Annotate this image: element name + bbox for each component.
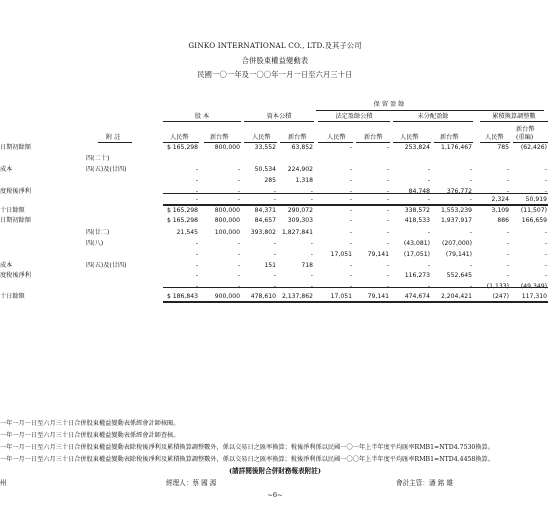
table-cell: 393,802 xyxy=(250,229,276,236)
row-note-ref: 四(二十) xyxy=(86,155,110,162)
manager-signature: 經理人：蔡 國 源 xyxy=(166,479,217,487)
table-cell: (247) xyxy=(492,293,509,300)
table-cell: 418,533 xyxy=(404,217,430,224)
table-cell: - xyxy=(349,217,352,224)
table-cell: - xyxy=(195,251,198,258)
lr-rmb-header: 人民幣 xyxy=(327,134,346,141)
table-cell: - xyxy=(237,283,240,290)
note-header-rule xyxy=(98,142,132,143)
table-cell: (17,051) xyxy=(403,251,430,258)
total-double-rule-2012 xyxy=(163,301,548,303)
table-cell: - xyxy=(195,240,198,247)
table-cell: - xyxy=(195,272,198,279)
table-cell: - xyxy=(544,177,547,184)
table-cell: 17,051 xyxy=(330,293,352,300)
table-cell: 79,141 xyxy=(367,293,389,300)
subtotal-rule-2012 xyxy=(163,287,548,288)
subtotal-rule-2011 xyxy=(163,193,548,194)
table-cell: 2,137,862 xyxy=(281,293,313,300)
table-cell: 166,659 xyxy=(521,217,547,224)
cta-header: 累積換算調整數 xyxy=(492,113,536,120)
table-cell: 886 xyxy=(497,217,509,224)
table-cell: (62,426) xyxy=(520,144,547,151)
table-cell: 253,824 xyxy=(404,144,430,151)
table-cell: - xyxy=(349,144,352,151)
table-cell: 79,141 xyxy=(367,251,389,258)
row-label: 度稅後淨利 xyxy=(0,188,31,195)
table-cell: - xyxy=(349,240,352,247)
sc-ntd-header: 新台幣 xyxy=(210,134,229,141)
row-label: 度稅後淨利 xyxy=(0,272,31,279)
table-cell: - xyxy=(273,188,276,195)
table-cell: - xyxy=(506,262,509,269)
note-3: 一年一月一日至六月三十日合併股東權益變動表除稅後淨利及累積換算調整數外，係以交易日之匯率換算；稅後淨利係以民國一〇一年上半年度平均匯率RMB1=NTD4.7530換算。 xyxy=(0,444,494,451)
table-cell: - xyxy=(544,262,547,269)
table-cell: - xyxy=(273,283,276,290)
cta-rmb-header: 人民幣 xyxy=(485,134,504,141)
table-cell: - xyxy=(237,262,240,269)
table-cell: - xyxy=(544,240,547,247)
table-cell: - xyxy=(195,166,198,173)
accountant-signature: 會計主管：潘 銘 雄 xyxy=(396,479,453,487)
retained-earnings-group-header: 保 留 盈 餘 xyxy=(373,101,405,108)
table-cell: - xyxy=(273,251,276,258)
rule xyxy=(318,142,353,143)
cta-ntd-restated-header: (重編) xyxy=(516,134,534,141)
table-cell: - xyxy=(386,144,389,151)
table-cell: - xyxy=(469,177,472,184)
capital-reserve-header: 資本公積 xyxy=(266,113,292,120)
table-cell: - xyxy=(349,166,352,173)
table-cell: - xyxy=(273,240,276,247)
rule xyxy=(356,142,390,143)
table-cell: - xyxy=(506,229,509,236)
row-label: 十日餘額 xyxy=(0,293,25,300)
page-number: ~6~ xyxy=(267,491,283,499)
table-cell: - xyxy=(310,251,313,258)
note-1: 一年一月一日至六月三十日合併股東權益變動表係經會計師核閱。 xyxy=(0,420,180,427)
rule xyxy=(280,142,314,143)
ud-rmb-header: 人民幣 xyxy=(400,134,419,141)
table-cell: (79,141) xyxy=(445,251,472,258)
table-cell: $ 165,298 xyxy=(166,144,198,151)
table-cell: (43,081) xyxy=(403,240,430,247)
see-notes: (請詳閱後附合併財務報表附註) xyxy=(229,467,321,475)
table-cell: - xyxy=(386,207,389,214)
table-cell: 552,645 xyxy=(446,272,472,279)
footer-left-mark: 州 xyxy=(0,479,7,487)
table-cell: - xyxy=(349,229,352,236)
cta-rule xyxy=(480,121,548,122)
total-double-rule-2011 xyxy=(163,204,548,206)
table-cell: - xyxy=(544,166,547,173)
table-cell: - xyxy=(349,262,352,269)
table-cell: 3,109 xyxy=(491,207,509,214)
rule xyxy=(244,142,277,143)
share-capital-header: 股 本 xyxy=(194,113,210,120)
rule xyxy=(204,142,241,143)
table-cell: - xyxy=(237,188,240,195)
table-cell: - xyxy=(506,272,509,279)
undistributed-rule xyxy=(393,121,473,122)
table-cell: - xyxy=(386,177,389,184)
table-cell: $ 165,298 xyxy=(166,217,198,224)
table-cell: - xyxy=(427,262,430,269)
table-cell: (49,349) xyxy=(520,283,547,290)
table-cell: 1,176,467 xyxy=(440,144,472,151)
table-cell: - xyxy=(195,283,198,290)
table-cell: - xyxy=(427,166,430,173)
table-cell: 21,545 xyxy=(176,229,198,236)
table-cell: 1,553,239 xyxy=(440,207,472,214)
table-cell: 785 xyxy=(497,144,509,151)
table-cell: $ 165,298 xyxy=(166,207,198,214)
table-cell: - xyxy=(195,262,198,269)
sc-rmb-header: 人民幣 xyxy=(170,134,189,141)
table-cell: - xyxy=(273,196,276,203)
note-2: 一年一月一日至六月三十日合併股東權益變動表係經會計師查核。 xyxy=(0,432,180,439)
note-column-header: 附 註 xyxy=(106,134,121,141)
table-cell: - xyxy=(349,196,352,203)
table-cell: 1,827,841 xyxy=(281,229,313,236)
table-cell: 900,000 xyxy=(214,293,240,300)
table-cell: - xyxy=(273,272,276,279)
statement-title: 合併股東權益變動表 xyxy=(241,56,309,65)
table-cell: - xyxy=(469,196,472,203)
table-cell: - xyxy=(544,229,547,236)
ud-ntd-header: 新台幣 xyxy=(440,134,459,141)
table-cell: - xyxy=(237,166,240,173)
table-cell: - xyxy=(310,272,313,279)
table-cell: - xyxy=(506,188,509,195)
table-cell: - xyxy=(506,251,509,258)
table-cell: 478,610 xyxy=(250,293,276,300)
table-cell: 718 xyxy=(301,262,313,269)
rule xyxy=(480,142,510,143)
table-cell: 338,572 xyxy=(404,207,430,214)
table-cell: - xyxy=(237,272,240,279)
table-cell: 285 xyxy=(264,177,276,184)
cr-ntd-header: 新台幣 xyxy=(288,134,307,141)
table-cell: - xyxy=(386,272,389,279)
table-cell: - xyxy=(506,240,509,247)
capital-reserve-rule xyxy=(244,121,314,122)
table-cell: 224,902 xyxy=(287,166,313,173)
row-note-ref: 四(廿二) xyxy=(86,229,110,236)
table-cell: 309,303 xyxy=(287,217,313,224)
table-cell: 2,204,421 xyxy=(440,293,472,300)
legal-reserve-rule xyxy=(318,121,390,122)
rule xyxy=(393,142,431,143)
table-cell: - xyxy=(195,188,198,195)
table-cell: 84,657 xyxy=(254,217,276,224)
table-cell: - xyxy=(386,166,389,173)
row-note-ref: 四(八) xyxy=(86,240,104,247)
table-cell: - xyxy=(310,240,313,247)
table-cell: 800,000 xyxy=(214,207,240,214)
table-cell: - xyxy=(469,166,472,173)
row-note-ref: 四(五)及(廿四) xyxy=(86,262,127,269)
table-cell: 2,324 xyxy=(491,196,509,203)
table-cell: - xyxy=(195,196,198,203)
table-cell: 116,273 xyxy=(404,272,430,279)
table-cell: 84,371 xyxy=(254,207,276,214)
table-cell: 290,072 xyxy=(287,207,313,214)
table-cell: - xyxy=(544,188,547,195)
table-cell: - xyxy=(469,262,472,269)
cr-rmb-header: 人民幣 xyxy=(252,134,271,141)
table-cell: - xyxy=(237,196,240,203)
table-cell: - xyxy=(349,188,352,195)
table-cell: 474,674 xyxy=(404,293,430,300)
company-name: GINKO INTERNATIONAL CO., LTD.及其子公司 xyxy=(188,41,362,50)
table-cell: - xyxy=(386,262,389,269)
row-label: 成本 xyxy=(0,262,13,269)
table-cell: 50,534 xyxy=(254,166,276,173)
table-cell: - xyxy=(386,283,389,290)
table-cell: - xyxy=(469,229,472,236)
table-cell: 17,051 xyxy=(330,251,352,258)
table-cell: 376,772 xyxy=(446,188,472,195)
table-cell: - xyxy=(237,240,240,247)
table-cell: - xyxy=(544,272,547,279)
rule xyxy=(434,142,473,143)
table-cell: 1,937,917 xyxy=(440,217,472,224)
table-cell: - xyxy=(544,251,547,258)
table-cell: - xyxy=(506,177,509,184)
table-cell: - xyxy=(310,283,313,290)
table-cell: - xyxy=(386,188,389,195)
table-cell: - xyxy=(427,196,430,203)
table-cell: 50,919 xyxy=(525,196,547,203)
table-cell: 63,852 xyxy=(291,144,313,151)
table-cell: (207,000) xyxy=(442,240,472,247)
share-capital-rule xyxy=(163,121,241,122)
table-cell: - xyxy=(506,166,509,173)
table-cell: 800,000 xyxy=(214,144,240,151)
cta-ntd-header: 新台幣 xyxy=(516,126,535,133)
table-cell: - xyxy=(349,207,352,214)
undistributed-earnings-header: 未分配盈餘 xyxy=(417,113,449,120)
table-cell: 117,310 xyxy=(521,293,547,300)
table-cell: - xyxy=(310,196,313,203)
row-label: 十日餘額 xyxy=(0,207,25,214)
table-cell: $ 186,843 xyxy=(166,293,198,300)
table-cell: - xyxy=(427,229,430,236)
retained-earnings-rule xyxy=(316,110,544,111)
lr-ntd-header: 新台幣 xyxy=(364,134,383,141)
table-cell: - xyxy=(386,196,389,203)
table-cell: 33,552 xyxy=(254,144,276,151)
table-cell: 1,318 xyxy=(295,177,313,184)
table-cell: - xyxy=(386,240,389,247)
table-cell: - xyxy=(237,177,240,184)
row-note-ref: 四(五)及(廿四) xyxy=(86,166,127,173)
table-cell: 151 xyxy=(264,262,276,269)
row-label: 日期初餘額 xyxy=(0,144,31,151)
statement-period: 民國一〇一年及一〇〇年一月一日至六月三十日 xyxy=(197,70,353,79)
table-cell: - xyxy=(386,217,389,224)
rule xyxy=(163,142,199,143)
table-cell: - xyxy=(427,283,430,290)
rule xyxy=(513,142,548,143)
note-4: 一年一月一日至六月三十日合併股東權益變動表除稅後淨利及累積換算調整數外，係以交易日之匯率換算；稅後淨利係以民國一〇〇年上半年度平均匯率RMB1=NTD4.4458換算。 xyxy=(0,456,494,463)
table-cell: - xyxy=(349,177,352,184)
table-cell: 84,748 xyxy=(408,188,430,195)
row-label: 日期初餘額 xyxy=(0,217,31,224)
legal-reserve-header: 法定盈餘公積 xyxy=(335,113,373,120)
table-cell: - xyxy=(237,251,240,258)
table-cell: (11,507) xyxy=(520,207,547,214)
table-cell: (1,133) xyxy=(486,283,509,290)
table-cell: - xyxy=(386,229,389,236)
table-cell: - xyxy=(195,177,198,184)
table-cell: - xyxy=(427,177,430,184)
table-cell: 800,000 xyxy=(214,217,240,224)
table-cell: - xyxy=(349,283,352,290)
table-cell: - xyxy=(469,283,472,290)
table-cell: - xyxy=(310,188,313,195)
table-cell: - xyxy=(349,272,352,279)
row-label: 成本 xyxy=(0,166,13,173)
table-cell: 100,000 xyxy=(214,229,240,236)
